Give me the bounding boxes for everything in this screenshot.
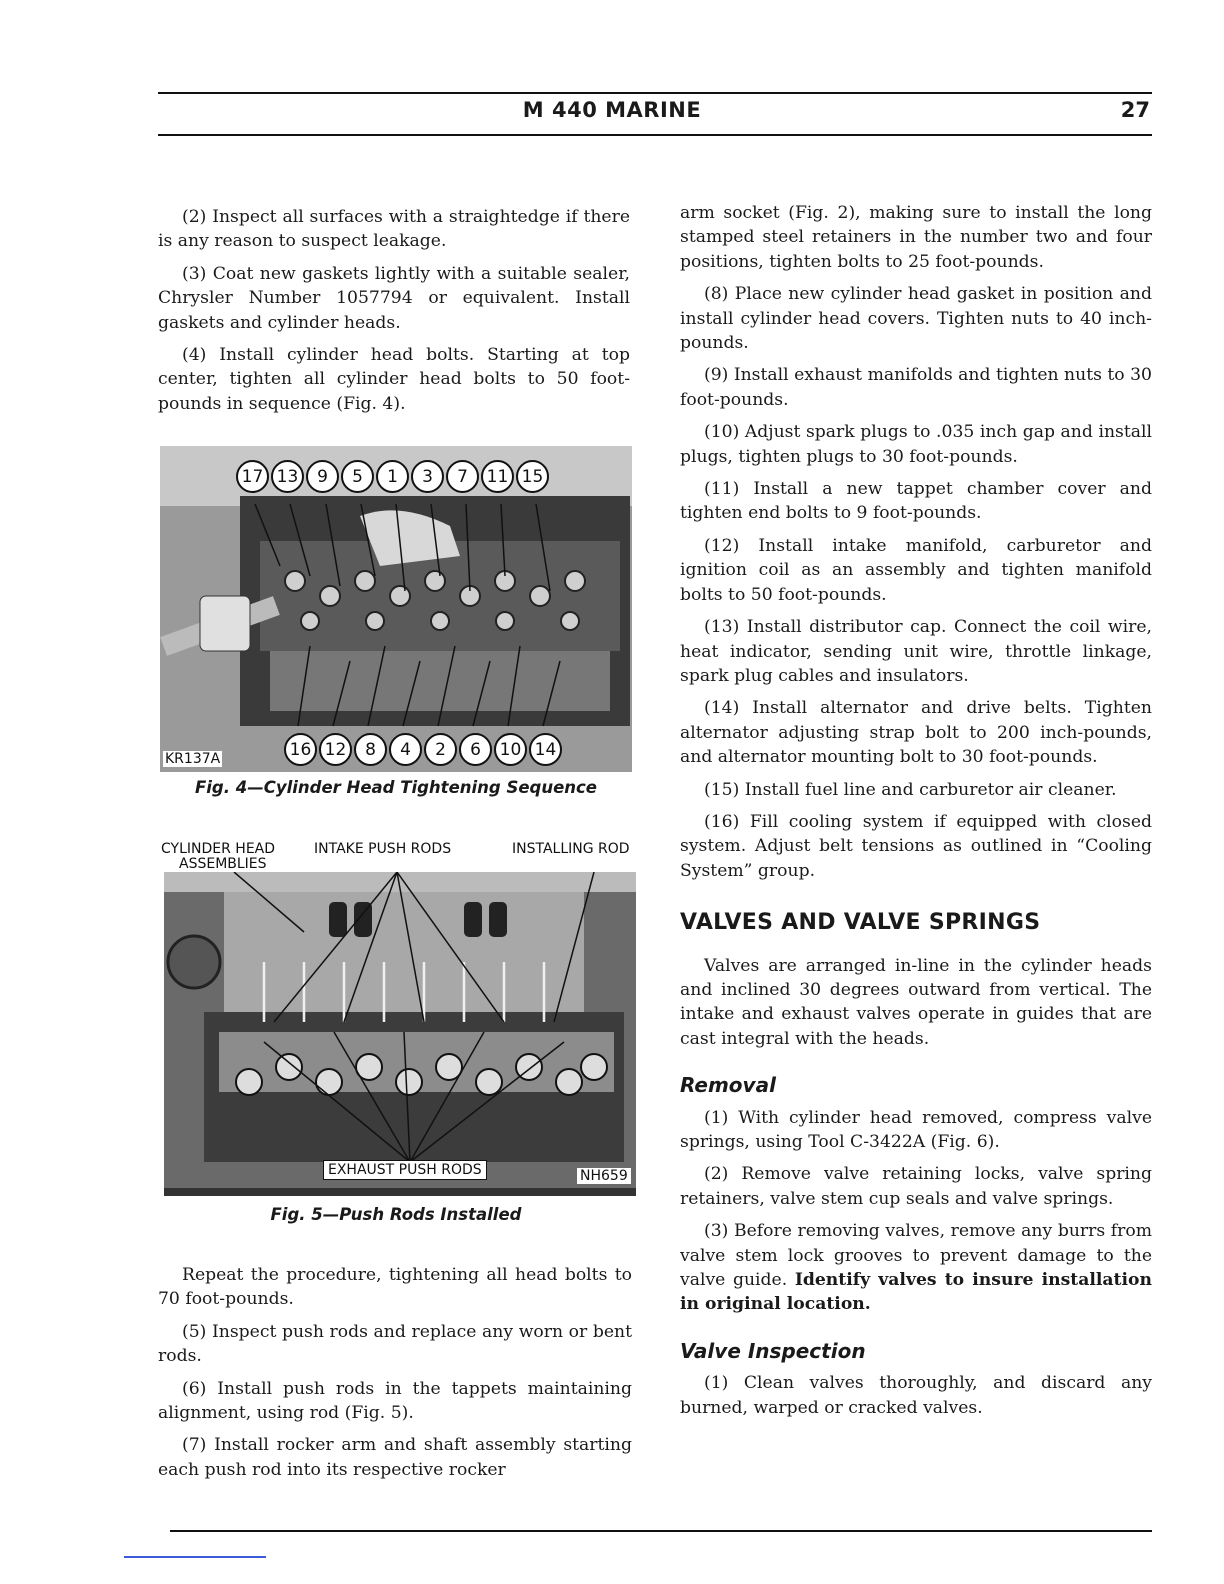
- step-11: (11) Install a new tappet chamber cover and tighten end bolts to 9 foot-pounds.: [680, 479, 1152, 524]
- bolt-16: 16: [284, 733, 317, 766]
- push-rods-photo: [164, 872, 636, 1196]
- footer-blue-mark: [124, 1556, 266, 1558]
- step-9: (9) Install exhaust manifolds and tighten nuts to 30 foot-pounds.: [680, 365, 1152, 410]
- bolt-12: 12: [319, 733, 352, 766]
- step-7-continued: arm socket (Fig. 2), making sure to install the long stamped steel retainers in the number two and four positions, tighten bolts to 25 foot-pounds.: [680, 203, 1152, 272]
- page-number: 27: [1120, 98, 1150, 122]
- step-3: (3) Coat new gaskets lightly with a suitable sealer, Chrysler Number 1057794 or equivalent. Install gaskets and cylinder heads.: [158, 263, 630, 333]
- removal-step-1: (1) With cylinder head removed, compress valve springs, using Tool C-3422A (Fig. 6).: [680, 1107, 1152, 1152]
- step-2: (2) Inspect all surfaces with a straightedge if there is any reason to suspect leakage.: [158, 207, 630, 252]
- header-top-rule: [158, 92, 1152, 94]
- bolt-13: 13: [271, 460, 304, 493]
- step-16: (16) Fill cooling system if equipped with closed system. Adjust belt tensions as outlined in “Cooling System” group.: [680, 811, 1152, 881]
- step-12: (12) Install intake manifold, carburetor and ignition coil as an assembly and tighten manifold bolts to 50 foot-pounds.: [680, 535, 1152, 605]
- fig5-label-exhaust: EXHAUST PUSH RODS: [323, 1160, 487, 1180]
- left-column-bottom: [158, 1263, 632, 1490]
- step-6: (6) Install push rods in the tappets maintaining alignment, using rod (Fig. 5).: [158, 1378, 632, 1424]
- bolt-17: 17: [236, 460, 269, 493]
- step-8: (8) Place new cylinder head gasket in position and install cylinder head covers. Tighten nuts to 40 inch-pounds.: [680, 284, 1152, 354]
- step-15: (15) Install fuel line and carburetor air cleaner.: [704, 779, 1117, 800]
- section-heading-valves: VALVES AND VALVE SPRINGS: [680, 910, 1041, 936]
- removal-step-3-text: (3) Before removing valves, remove any burrs from valve stem lock grooves to prevent damage to the valve guide.: [680, 1221, 1152, 1291]
- bolt-10: 10: [494, 733, 527, 766]
- fig5-caption: Fig. 5—Push Rods Installed: [270, 1205, 522, 1224]
- left-column-top: [158, 205, 630, 424]
- page-title: M 440 MARINE: [522, 98, 702, 122]
- fig5-label-intake: INTAKE PUSH RODS: [314, 841, 452, 857]
- right-column: [680, 201, 1152, 1428]
- removal-step-3: [680, 1219, 1152, 1317]
- fig4-bottom-sequence: [284, 733, 562, 766]
- bolt-9: 9: [306, 460, 339, 493]
- valves-intro: Valves are arranged in-line in the cylinder heads and inclined 30 degrees outward from vertical. The intake and exhaust valves operate in guides that are cast integral with the heads.: [680, 955, 1152, 1049]
- fig4-caption: Fig. 4—Cylinder Head Tightening Sequence: [194, 778, 598, 797]
- bolt-1: 1: [376, 460, 409, 493]
- bolt-2: 2: [424, 733, 457, 766]
- subheading-valve-inspection: Valve Inspection: [680, 1338, 866, 1363]
- inspection-step-1: (1) Clean valves thoroughly, and discard any burned, warped or cracked valves.: [680, 1373, 1152, 1418]
- fig5-label-installing: INSTALLING ROD: [512, 841, 630, 857]
- bolt-7: 7: [446, 460, 479, 493]
- fig4-code: KR137A: [165, 751, 221, 767]
- bolt-6: 6: [459, 733, 492, 766]
- bolt-15: 15: [516, 460, 549, 493]
- removal-step-2: (2) Remove valve retaining locks, valve spring retainers, valve stem cup seals and valve springs.: [680, 1164, 1152, 1209]
- repeat-note: Repeat the procedure, tightening all head bolts to 70 foot-pounds.: [158, 1265, 632, 1310]
- step-5: (5) Inspect push rods and replace any worn or bent rods.: [158, 1321, 632, 1367]
- footer-rule: [170, 1530, 1152, 1532]
- bolt-5: 5: [341, 460, 374, 493]
- bolt-4: 4: [389, 733, 422, 766]
- bolt-14: 14: [529, 733, 562, 766]
- step-7: (7) Install rocker arm and shaft assembly starting each push rod into its respective rocker: [158, 1435, 632, 1480]
- removal-step-3-emphasis: Identify valves to insure installation in original location.: [680, 1270, 1152, 1315]
- step-4: (4) Install cylinder head bolts. Starting at top center, tighten all cylinder head bolts to 50 foot-pounds in sequence (Fig. 4).: [158, 345, 630, 414]
- bolt-8: 8: [354, 733, 387, 766]
- header-bottom-rule: [158, 134, 1152, 136]
- engine-head-photo: [160, 446, 632, 772]
- fig4-top-sequence: [236, 460, 549, 493]
- bolt-11: 11: [481, 460, 514, 493]
- fig5-label-cylinder-head: CYLINDER HEAD: [161, 841, 276, 857]
- fig5-code: NH659: [577, 1168, 631, 1184]
- fig5-label-assemblies: ASSEMBLIES: [179, 856, 267, 872]
- bolt-3: 3: [411, 460, 444, 493]
- step-14: (14) Install alternator and drive belts. Tighten alternator adjusting strap bolt to 200 inch-pounds, and alternator mounting bolt to 30 foot-pounds.: [680, 698, 1152, 768]
- subheading-removal: Removal: [680, 1073, 776, 1098]
- fig4-photo: [160, 446, 632, 772]
- step-10: (10) Adjust spark plugs to .035 inch gap and install plugs, tighten plugs to 30 foot-pounds.: [680, 422, 1152, 467]
- step-13: (13) Install distributor cap. Connect the coil wire, heat indicator, sending unit wire, throttle linkage, spark plug cables and insulators.: [680, 617, 1152, 686]
- fig5-photo: [164, 872, 636, 1196]
